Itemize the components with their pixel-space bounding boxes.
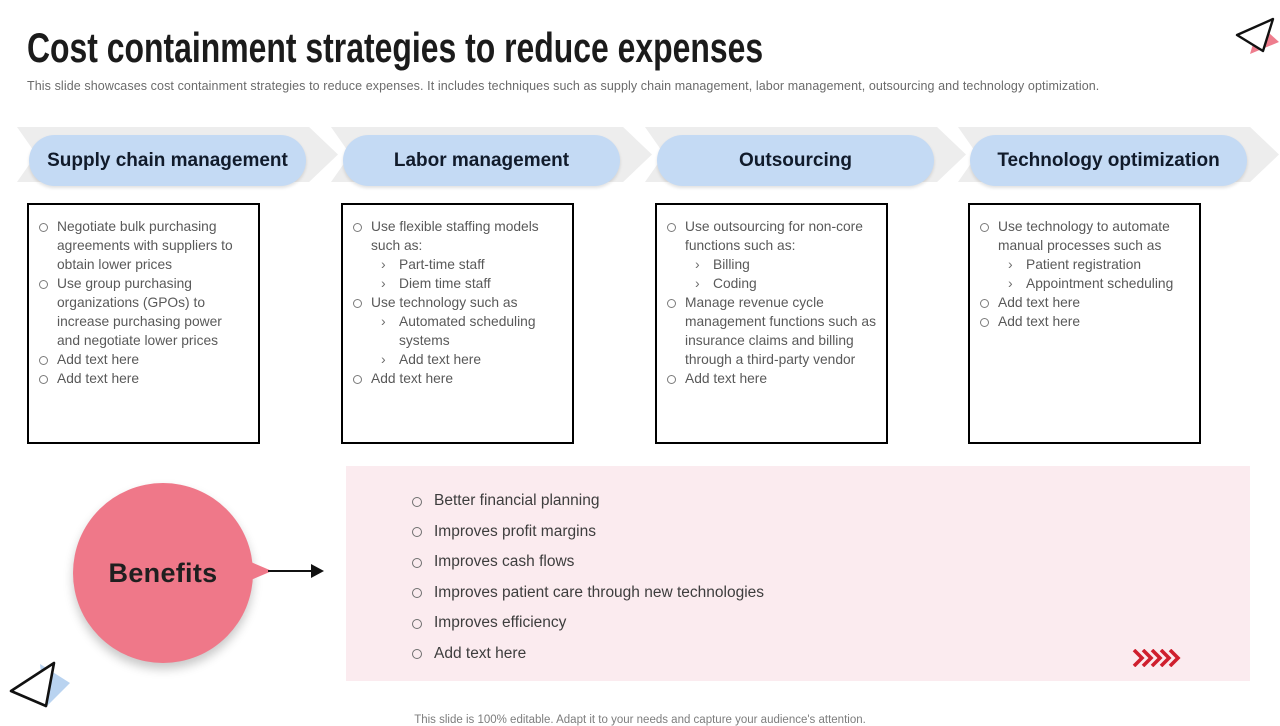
list-item	[667, 369, 876, 388]
circle-bullet-icon	[980, 299, 989, 308]
footer-note: This slide is 100% editable. Adapt it to your needs and capture your audience's attention.	[414, 713, 866, 726]
sub-list-item	[667, 274, 876, 293]
list-item-text: Use technology to automate manual processes such as	[998, 219, 1170, 253]
page-title: Cost containment strategies to reduce expenses	[27, 24, 764, 71]
chevron-bullet-icon: ›	[381, 275, 386, 291]
circle-bullet-icon	[412, 558, 422, 568]
sub-list-item	[353, 350, 562, 369]
chevron-bullet-icon: ›	[695, 256, 700, 272]
sub-list-item	[667, 255, 876, 274]
paper-plane-icon	[1232, 12, 1280, 64]
circle-bullet-icon	[39, 280, 48, 289]
list-item-text: Use outsourcing for non-core functions such as:	[685, 219, 863, 253]
column-body-box	[655, 203, 888, 444]
list-item	[980, 217, 1189, 255]
circle-bullet-icon	[39, 375, 48, 384]
list-item-text: Add text here	[434, 644, 527, 662]
sub-list-item-text: Diem time staff	[399, 276, 491, 291]
benefits-label: Benefits	[108, 557, 218, 588]
column-list	[39, 217, 248, 388]
chevron-bullet-icon: ›	[695, 275, 700, 291]
column-header-pill[interactable]: Technology optimization	[970, 135, 1247, 186]
list-item-text: Add text here	[685, 371, 768, 386]
column-body-box	[27, 203, 260, 444]
chevron-bullet-icon: ›	[381, 351, 386, 367]
sub-list-item	[353, 312, 562, 350]
benefits-arrowhead-icon	[311, 564, 324, 578]
column-technology-optimization	[968, 123, 1280, 463]
sub-list-item-text: Appointment scheduling	[1026, 276, 1174, 291]
list-item	[39, 369, 248, 388]
list-item-text: Add text here	[57, 352, 140, 367]
sub-list-item	[353, 274, 562, 293]
circle-bullet-icon	[353, 299, 362, 308]
list-item	[980, 312, 1189, 331]
list-item-text: Add text here	[998, 314, 1081, 329]
list-item-text: Add text here	[371, 371, 454, 386]
list-item	[39, 274, 248, 350]
benefits-arrow	[268, 570, 314, 572]
sub-list-item-text: Part-time staff	[399, 257, 485, 272]
column-supply-chain-management	[27, 123, 357, 463]
list-item-text: Improves patient care through new technologies	[434, 583, 765, 601]
circle-bullet-icon	[667, 299, 676, 308]
chevron-bullet-icon: ›	[1008, 256, 1013, 272]
sub-list-item	[980, 255, 1189, 274]
circle-bullet-icon	[412, 497, 422, 507]
sub-list-item	[980, 274, 1189, 293]
circle-bullet-icon	[39, 356, 48, 365]
benefits-panel	[346, 466, 1250, 681]
list-item	[353, 369, 562, 388]
list-item-text: Better financial planning	[434, 492, 600, 509]
circle-bullet-icon	[980, 318, 989, 327]
column-labor-management	[341, 123, 671, 463]
chevron-bullet-icon: ›	[381, 313, 386, 329]
column-body-box	[968, 203, 1201, 444]
list-item-text: Use flexible staffing models such as:	[371, 219, 539, 253]
list-item	[412, 613, 764, 633]
sub-list-item-text: Patient registration	[1026, 257, 1142, 272]
list-item-text: Use group purchasing organizations (GPOs) to increase purchasing power and negotiate lower prices	[57, 276, 222, 348]
circle-bullet-icon	[667, 375, 676, 384]
circle-bullet-icon	[980, 223, 989, 232]
column-header-pill[interactable]: Labor management	[343, 135, 620, 186]
list-item	[353, 217, 562, 255]
circle-bullet-icon	[353, 375, 362, 384]
chevron-bullet-icon: ›	[381, 256, 386, 272]
sub-list-item-text: Coding	[713, 276, 757, 291]
list-item	[412, 522, 764, 542]
circle-bullet-icon	[353, 223, 362, 232]
column-outsourcing	[655, 123, 985, 463]
list-item-text: Improves cash flows	[434, 553, 575, 570]
red-chevrons-icon	[1132, 649, 1184, 667]
list-item	[412, 583, 764, 603]
column-header-pill[interactable]: Outsourcing	[657, 135, 934, 186]
column-list	[667, 217, 876, 388]
column-header-pill[interactable]: Supply chain management	[29, 135, 306, 186]
circle-bullet-icon	[667, 223, 676, 232]
list-item-text: Improves profit margins	[434, 522, 596, 540]
circle-bullet-icon	[412, 527, 422, 537]
list-item-text: Add text here	[998, 295, 1081, 310]
list-item	[980, 293, 1189, 312]
list-item-text: Add text here	[57, 371, 140, 386]
column-body-box	[341, 203, 574, 444]
list-item-text: Negotiate bulk purchasing agreements with suppliers to obtain lower prices	[57, 219, 233, 272]
sub-list-item-text: Add text here	[399, 352, 482, 367]
paper-plane-icon	[8, 656, 74, 714]
list-item	[39, 217, 248, 274]
list-item-text: Use technology such as	[371, 295, 518, 310]
column-list	[353, 217, 562, 388]
list-item-text: Improves efficiency	[434, 614, 567, 631]
sub-list-item-text: Automated scheduling systems	[399, 314, 536, 348]
list-item	[353, 293, 562, 312]
list-item	[412, 552, 764, 572]
benefits-list	[412, 491, 764, 674]
circle-bullet-icon	[412, 588, 422, 598]
sub-list-item	[353, 255, 562, 274]
sub-list-item-text: Billing	[713, 257, 750, 272]
benefits-circle[interactable]	[73, 483, 253, 663]
circle-bullet-icon	[412, 619, 422, 629]
chevron-bullet-icon: ›	[1008, 275, 1013, 291]
list-item	[667, 217, 876, 255]
list-item	[412, 644, 764, 664]
list-item-text: Manage revenue cycle management functions such as insurance claims and billing through a third-party vendor	[685, 295, 876, 367]
page-subtitle: This slide showcases cost containment strategies to reduce expenses. It includes techniques such as supply chain management, labor management, outsourcing and technology optimization.	[27, 79, 1100, 93]
column-list	[980, 217, 1189, 331]
list-item	[667, 293, 876, 369]
list-item	[39, 350, 248, 369]
list-item	[412, 491, 764, 511]
circle-bullet-icon	[39, 223, 48, 232]
circle-bullet-icon	[412, 649, 422, 659]
